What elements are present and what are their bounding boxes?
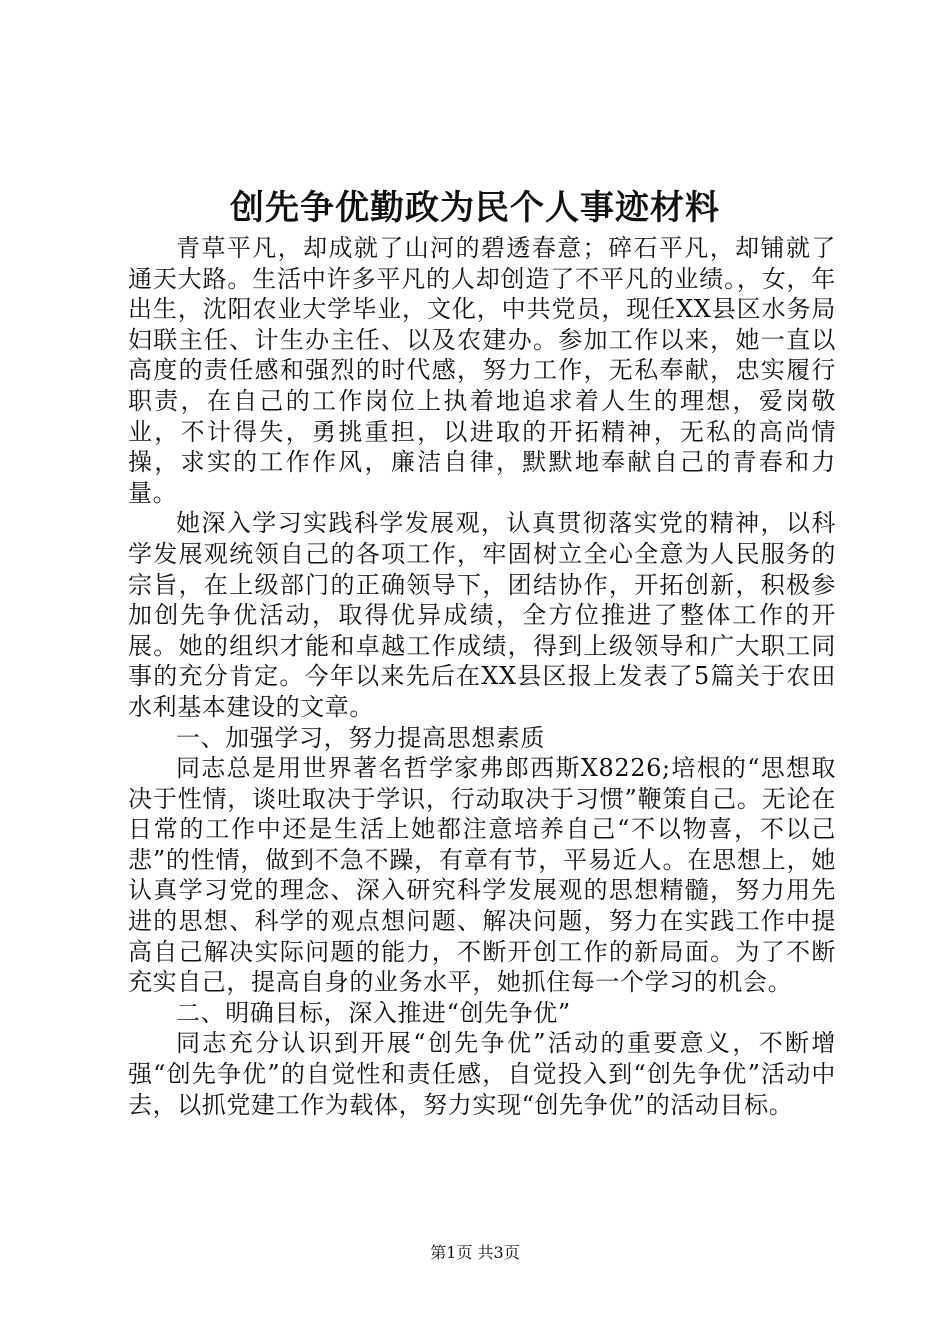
paragraph-study: 同志总是用世界著名哲学家弗郎西斯X8226;培根的“思想取决于性情，谈吐取决于学识，行动取决于习惯”鞭策自己。无论在日常的工作中还是生活上她都注意培养自己“不以物喜，不以己悲”的性情，做到不急不躁，有章有节，平易近人。在思想上，她认真学习党的理念、深入研究科学发展观的思想精髓，努力用先进的思想、科学的观点想问题、解决问题，努力在实践工作中提高自己解决实际问题的能力，不断开创工作的新局面。为了不断充实自己，提高自身的业务水平，她抓住每一个学习的机会。: [128, 754, 836, 997]
document-body: [128, 233, 836, 1120]
section-heading-study: 一、加强学习，努力提高思想素质: [176, 723, 545, 752]
paragraph-practice: 她深入学习实践科学发展观，认真贯彻落实党的精神，以科学发展观统领自己的各项工作，牢固树立全心全意为人民服务的宗旨，在上级部门的正确领导下，团结协作，开拓创新，积极参加创先争优活动，取得优异成绩，全方位推进了整体工作的开展。她的组织才能和卓越工作成绩，得到上级领导和广大职工同事的充分肯定。今年以来先后在XX县区报上发表了5篇关于农田水利基本建设的文章。: [128, 509, 836, 721]
paragraph-goals: 同志充分认识到开展“创先争优”活动的重要意义，不断增强“创先争优”的自觉性和责任感，自觉投入到“创先争优”活动中去，以抓党建工作为载体，努力实现“创先争优”的活动目标。: [128, 1029, 836, 1119]
section-heading-goals: 二、明确目标，深入推进“创先争优”: [176, 998, 571, 1027]
page-number-footer: 第1页 共3页: [430, 1243, 520, 1262]
document-title: 创先争优勤政为民个人事迹材料: [230, 188, 720, 228]
paragraph-intro: 青草平凡，却成就了山河的碧透春意；碎石平凡，却铺就了通天大路。生活中许多平凡的人却创造了不平凡的业绩。，女，年出生，沈阳农业大学毕业，文化，中共党员，现任XX县区水务局妇联主任、计生办主任、以及农建办。参加工作以来，她一直以高度的责任感和强烈的时代感，努力工作，无私奉献，忠实履行职责，在自己的工作岗位上执着地追求着人生的理想，爱岗敬业，不计得失，勇挑重担，以进取的开拓精神，无私的高尚情操，求实的工作作风，廉洁自律，默默地奉献自己的青春和力量。: [128, 234, 836, 507]
